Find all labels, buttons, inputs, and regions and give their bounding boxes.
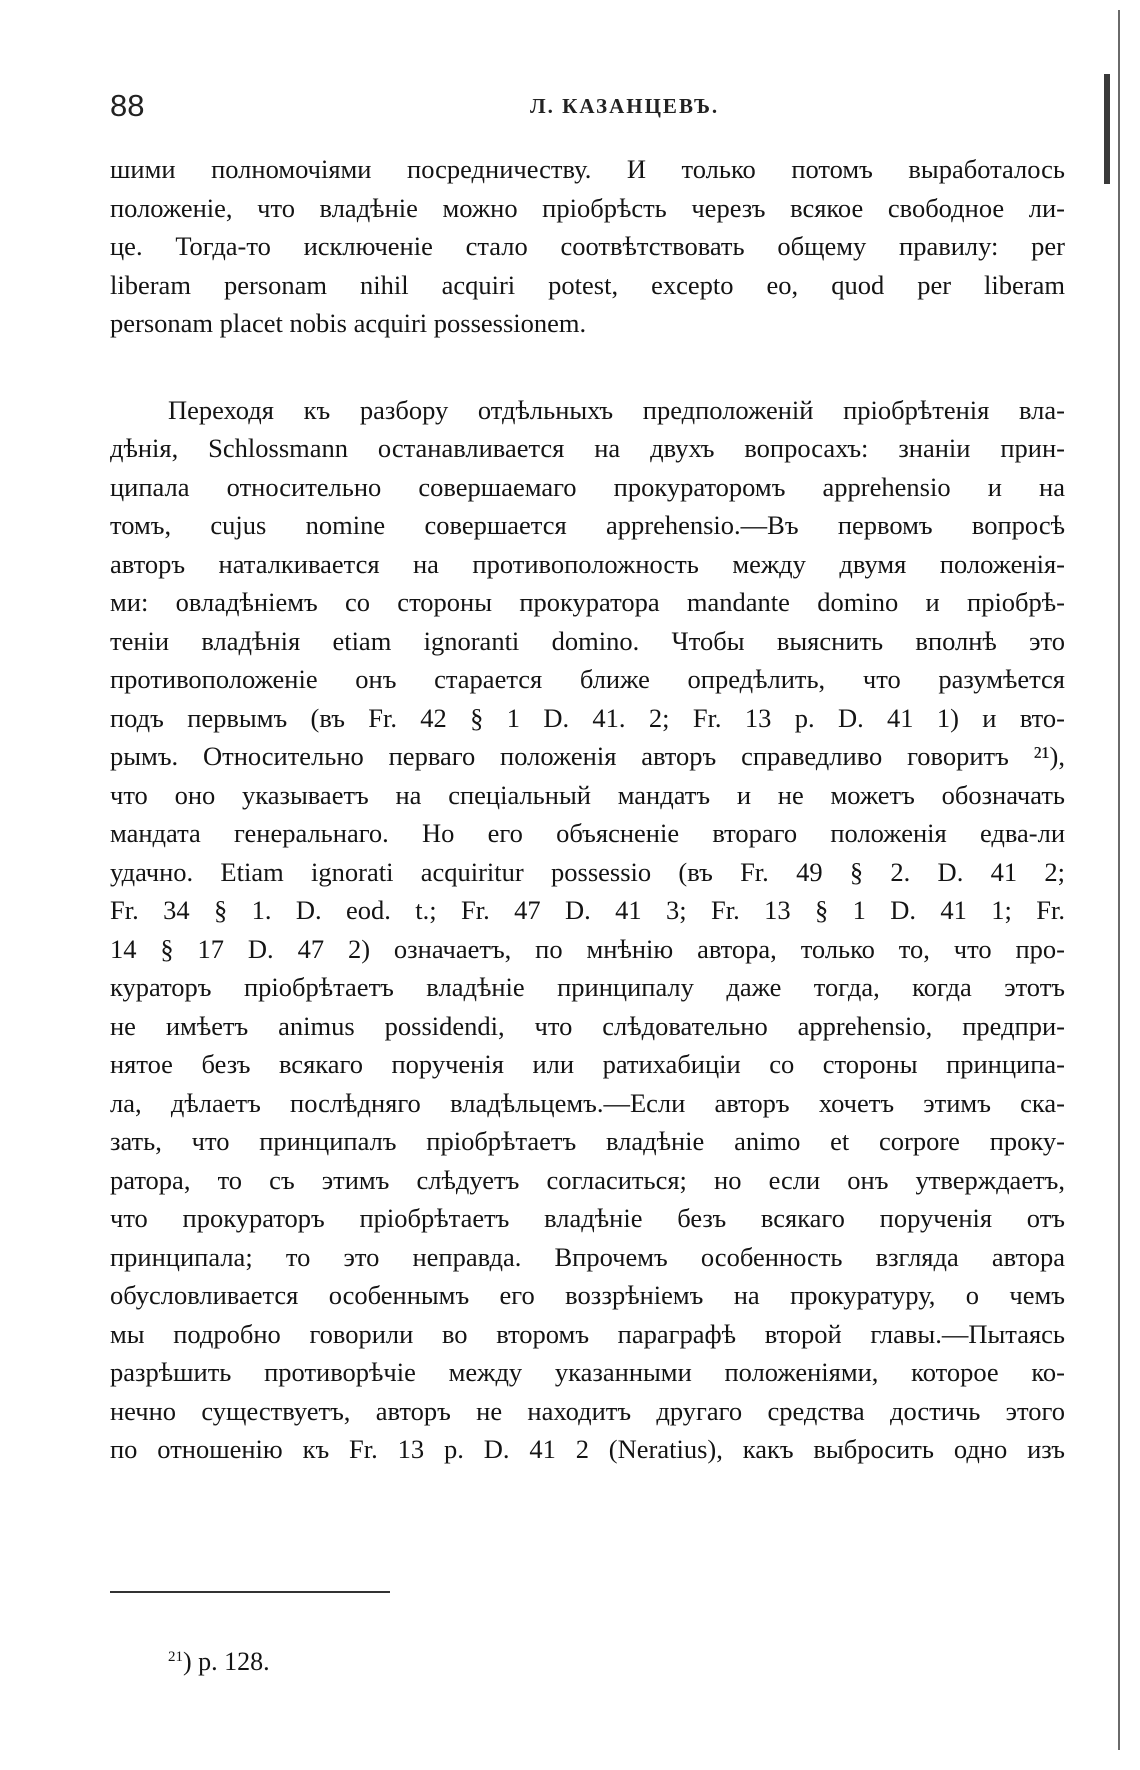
text-line: что оно указываетъ на спеціальный мандатъ и не можетъ обозначать — [110, 779, 1065, 810]
text-line: ципала относительно совершаемаго прокураторомъ apprehensio и на — [110, 471, 1065, 502]
text-line: нечно существуетъ, авторъ не находитъ другаго средства достичь этого — [110, 1395, 1065, 1426]
text-line: дѣнія, Schlossmann останавливается на двухъ вопросахъ: знаніи прин- — [110, 433, 1065, 463]
text-line: мы подробно говорили во второмъ параграфѣ второй главы.—Пытаясь — [110, 1318, 1065, 1349]
text-line: принципала; то это неправда. Впрочемъ особенность взгляда автора — [110, 1241, 1065, 1272]
page-header — [110, 88, 1070, 128]
text-line: liberam personam nihil acquiri potest, excepto eo, quod per liberam — [110, 269, 1065, 300]
text-line: авторъ наталкивается на противоположность между двумя положенія- — [110, 548, 1065, 579]
text-line: положеніе, что владѣніе можно пріобрѣсть черезъ всякое свободное ли- — [110, 192, 1065, 223]
text-line: не имѣетъ animus possidendi, что слѣдовательно apprehensio, предпри- — [110, 1010, 1065, 1041]
footnote-rule — [110, 1591, 390, 1593]
text-line: подъ первымъ (въ Fr. 42 § 1 D. 41. 2; Fr. 13 p. D. 41 1) и вто- — [110, 702, 1065, 733]
text-line: по отношенію къ Fr. 13 p. D. 41 2 (Neratius), какъ выбросить одно изъ — [110, 1434, 1065, 1464]
body-text — [110, 150, 1065, 1469]
text-line: нятое безъ всякаго порученія или ратихабиціи со стороны принципа- — [110, 1049, 1065, 1079]
text-line: кураторъ пріобрѣтаетъ владѣніе принципалу даже тогда, когда этотъ — [110, 972, 1065, 1002]
page-number: 88 — [110, 88, 145, 123]
text-line: Fr. 34 § 1. D. eod. t.; Fr. 47 D. 41 3; Fr. 13 § 1 D. 41 1; Fr. — [110, 895, 1065, 925]
text-line: ми: овладѣніемъ со стороны прокуратора mandante domino и пріобрѣ- — [110, 587, 1065, 617]
text-line: 14 § 17 D. 47 2) означаетъ, по мнѣнію автора, только то, что про- — [110, 933, 1065, 964]
text-line: це. Тогда-то исключеніе стало соотвѣтствовать общему правилу: per — [110, 231, 1065, 261]
text-line: Переходя къ разбору отдѣльныхъ предположеній пріобрѣтенія вла- — [168, 394, 1065, 425]
footnote-mark: 21 — [168, 1649, 183, 1665]
text-line: противоположеніе онъ старается ближе опредѣлить, что разумѣется — [110, 664, 1065, 694]
text-line: томъ, cujus nomine совершается apprehensio.—Въ первомъ вопросѣ — [110, 510, 1065, 540]
text-line: теніи владѣнія etiam ignoranti domino. Чтобы выяснить вполнѣ это — [110, 625, 1065, 656]
text-line: personam placet nobis acquiri possessionem. — [110, 308, 587, 338]
footnote: $^{21}$) p. 128. — [168, 1647, 270, 1676]
text-line: шими полномочіями посредничеству. И только потомъ выработалось — [110, 154, 1065, 184]
text-line: зать, что принципалъ пріобрѣтаетъ владѣніе animo et corpore проку- — [110, 1126, 1065, 1156]
page-edge-mark — [1104, 74, 1110, 184]
text-line: обусловливается особеннымъ его воззрѣніемъ на прокуратуру, о чемъ — [110, 1280, 1065, 1310]
text-line: ратора, то съ этимъ слѣдуетъ согласиться; но если онъ утверждаетъ, — [110, 1164, 1065, 1195]
footnote-text: p. 128. — [198, 1647, 270, 1676]
running-head: Л. КАЗАНЦЕВЪ. — [530, 94, 720, 118]
page-edge-shadow — [1118, 10, 1120, 1750]
text-line: разрѣшить противорѣчіе между указанными положеніями, которое ко- — [110, 1357, 1065, 1387]
text-line: мандата генеральнаго. Но его объясненіе втораго положенія едва-ли — [110, 818, 1065, 848]
text-line: что прокураторъ пріобрѣтаетъ владѣніе безъ всякаго порученія отъ — [110, 1203, 1065, 1233]
paragraph-gap — [110, 343, 1065, 391]
text-line: рымъ. Относительно перваго положенія авторъ справедливо говоритъ ²¹), — [110, 741, 1065, 771]
text-line: ла, дѣлаетъ послѣдняго владѣльцемъ.—Если авторъ хочетъ этимъ ска- — [110, 1087, 1065, 1118]
text-line: удачно. Etiam ignorati acquiritur possessio (въ Fr. 49 § 2. D. 41 2; — [110, 856, 1065, 887]
